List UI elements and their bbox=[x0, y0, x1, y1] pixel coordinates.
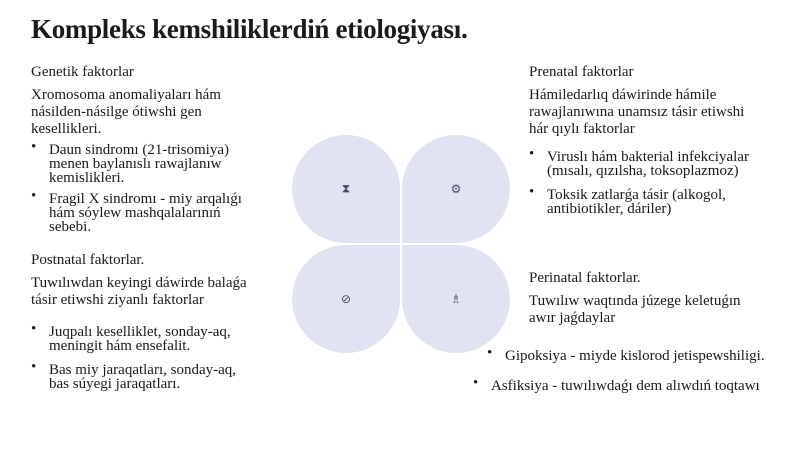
petal-bottom-right bbox=[402, 245, 510, 353]
bullet-dot: • bbox=[31, 359, 37, 375]
slide-title: Kompleks kemshiliklerdiń etiologiyası. bbox=[31, 14, 468, 44]
gear-icon: ⚙ bbox=[450, 182, 462, 196]
bullet-dot: • bbox=[31, 321, 37, 337]
bullet-line: meningit hám ensefalit. bbox=[49, 338, 191, 354]
bullet-dot: • bbox=[487, 345, 493, 361]
bullet-dot: • bbox=[473, 375, 479, 391]
perinatal-bullet-item bbox=[473, 375, 783, 394]
bullet-dot: • bbox=[31, 188, 37, 204]
postnatal-desc-line: Tuwılıwdan keyingi dáwirde balaǵa bbox=[31, 275, 247, 291]
prenatal-heading: Prenatal faktorlar bbox=[529, 64, 634, 80]
bullet-line: hám sóylew mashqalalarınıń bbox=[49, 205, 221, 221]
genetic-section bbox=[31, 64, 276, 234]
bullet-line: kemislikleri. bbox=[49, 170, 125, 186]
genetic-bullet-item bbox=[31, 139, 276, 186]
petal-top-left bbox=[292, 135, 400, 243]
person-icon: ♗ bbox=[450, 292, 462, 306]
genetic-desc-line: násilden-násilge ótiwshi gen bbox=[31, 104, 202, 120]
hourglass-icon: ⧗ bbox=[341, 181, 351, 196]
perinatal-section bbox=[529, 270, 789, 327]
postnatal-description bbox=[31, 275, 276, 309]
postnatal-bullet-item bbox=[31, 359, 276, 392]
genetic-heading: Genetik faktorlar bbox=[31, 64, 134, 80]
postnatal-heading: Postnatal faktorlar. bbox=[31, 252, 145, 268]
prenatal-bullet-list bbox=[529, 146, 789, 217]
genetic-bullet-list bbox=[31, 139, 276, 235]
genetic-desc-line: kesellikleri. bbox=[31, 121, 102, 137]
bullet-line: Asfiksiya - tuwılıwdaǵı dem alıwdıń toqtawı bbox=[491, 378, 760, 394]
bullet-dot: • bbox=[529, 184, 535, 200]
bullet-dot: • bbox=[31, 139, 37, 155]
perinatal-heading: Perinatal faktorlar. bbox=[529, 270, 641, 286]
genetic-desc-line: Xromosoma anomaliyaları hám bbox=[31, 87, 221, 103]
bullet-line: Daun sindromı (21-trisomiya) bbox=[49, 142, 229, 158]
prenatal-section bbox=[529, 64, 789, 216]
postnatal-section bbox=[31, 252, 276, 391]
prenatal-desc-line: hár qıylı faktorlar bbox=[529, 121, 635, 137]
pill-icon: ⊘ bbox=[340, 292, 352, 306]
petal-top-right bbox=[402, 135, 510, 243]
bullet-line: Toksik zatlarǵa tásir (alkogol, bbox=[547, 187, 726, 203]
prenatal-bullet-item bbox=[529, 146, 789, 179]
etiology-diagram bbox=[292, 135, 510, 353]
genetic-bullet-item bbox=[31, 188, 276, 235]
bullet-line: Viruslı hám bakterial infekciyalar bbox=[547, 149, 749, 165]
bullet-line: Gipoksiya - miyde kislorod jetispewshiligi. bbox=[505, 348, 765, 364]
bullet-dot: • bbox=[529, 146, 535, 162]
prenatal-desc-line: rawajlanıwına unamsız tásir etiwshi bbox=[529, 104, 745, 120]
petal-bottom-left bbox=[292, 245, 400, 353]
bullet-line: antibiotikler, dáriler) bbox=[547, 201, 672, 217]
prenatal-description bbox=[529, 87, 789, 138]
perinatal-desc-line: awır jaǵdaylar bbox=[529, 310, 616, 326]
postnatal-bullet-list bbox=[31, 321, 276, 392]
bullet-line: bas súyegi jaraqatları. bbox=[49, 376, 181, 392]
prenatal-desc-line: Hámiledarlıq dáwirinde hámile bbox=[529, 87, 717, 103]
postnatal-bullet-item bbox=[31, 321, 276, 354]
bullet-line: menen baylanıslı rawajlanıw bbox=[49, 156, 222, 172]
bullet-line: Bas miy jaraqatları, sonday-aq, bbox=[49, 362, 237, 378]
perinatal-desc-line: Tuwılıw waqtında júzege keletuǵın bbox=[529, 293, 741, 309]
bullet-line: (mısalı, qızılsha, toksoplazmoz) bbox=[547, 163, 739, 179]
bullet-line: Juqpalı keselliklet, sonday-aq, bbox=[49, 324, 231, 340]
perinatal-bullet-list bbox=[473, 345, 797, 394]
perinatal-description bbox=[529, 293, 789, 327]
prenatal-bullet-item bbox=[529, 184, 789, 217]
postnatal-desc-line: tásir etiwshi ziyanlı faktorlar bbox=[31, 292, 204, 308]
bullet-line: sebebi. bbox=[49, 219, 92, 235]
genetic-description bbox=[31, 87, 276, 138]
perinatal-bullet-item bbox=[487, 345, 797, 364]
bullet-line: Fragil X sindromı - miy arqalıǵı bbox=[49, 191, 242, 207]
